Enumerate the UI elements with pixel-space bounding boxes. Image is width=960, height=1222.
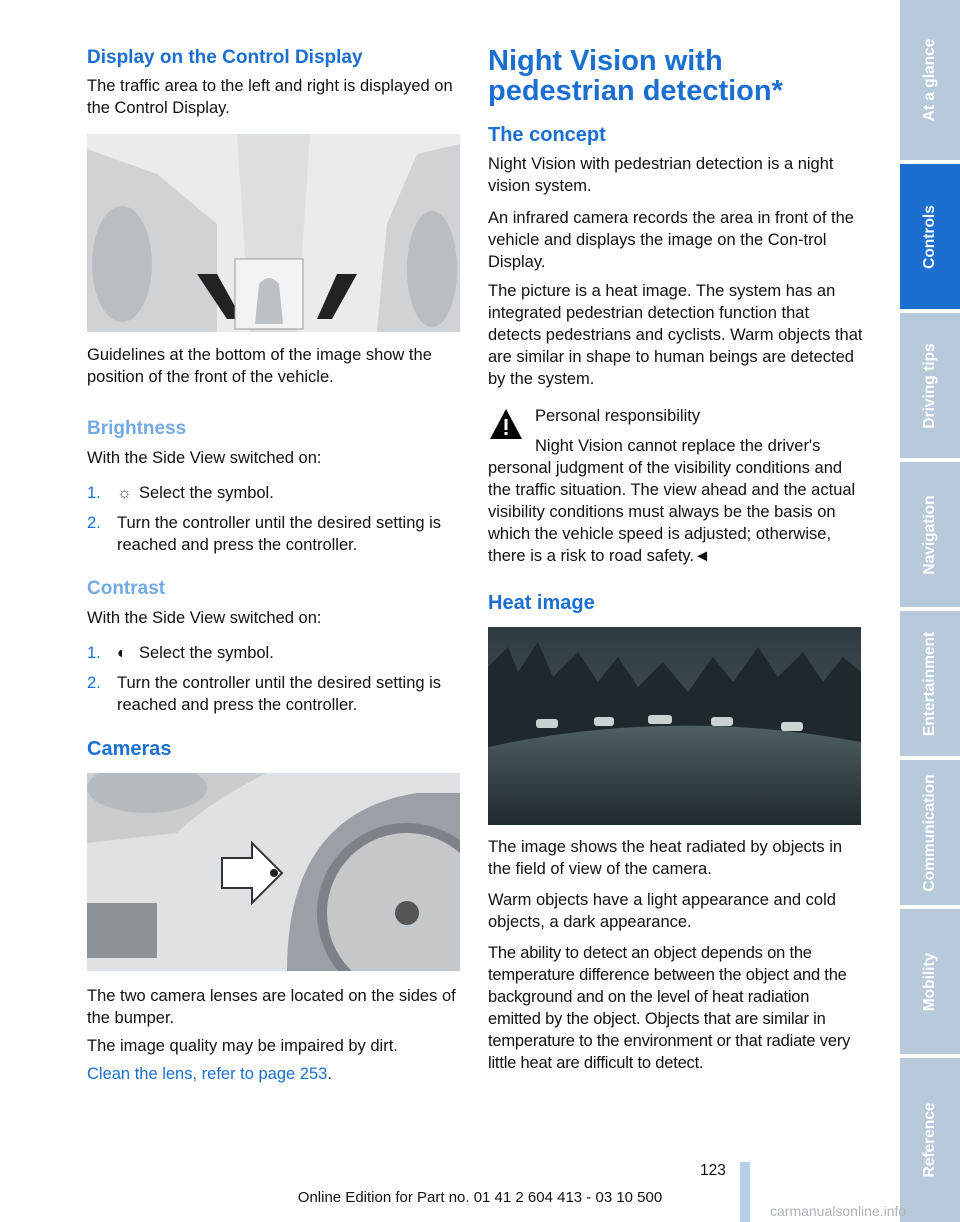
concept-heading: The concept — [488, 124, 606, 146]
step-text: ◐ Select the symbol. — [117, 644, 274, 662]
tab-at-a-glance[interactable]: At a glance — [900, 0, 960, 160]
clean-lens-link[interactable]: Clean the lens, refer to page 253 — [87, 1065, 328, 1083]
step-text: Turn the controller until the desired setting is reached and press the controller. — [117, 674, 442, 714]
tab-controls[interactable]: Controls — [900, 164, 960, 309]
heat-paragraph-3: The ability to detect an object depends on the temperature difference between the object and the background and on the level of heat radiation emitted by the object. Objects that are similar in temperature to the environment or that radiate very little heat are difficult to detect. — [488, 944, 851, 1072]
side-view-illustration — [87, 134, 460, 332]
heat-paragraph-1: The image shows the heat radiated by objects in the field of view of the camera. — [488, 838, 843, 878]
night-vision-title: Night Vision with pedestrian detection* — [488, 45, 783, 107]
camera-illustration — [87, 773, 460, 971]
display-text: The traffic area to the left and right is displayed on the Control Display. — [87, 77, 453, 117]
step-number: 1. — [87, 484, 101, 502]
tab-mobility[interactable]: Mobility — [900, 909, 960, 1054]
step-number: 2. — [87, 674, 101, 692]
contrast-intro: With the Side View switched on: — [87, 609, 322, 627]
concept-paragraph-3: The picture is a heat image. The system has an integrated pedestrian detection function that detects pedestrians and cyclists. Warm objects that are similar in shape to human beings are detected by the system. — [488, 282, 863, 388]
heat-paragraph-2: Warm objects have a light appearance and cold objects, a dark appearance. — [488, 891, 836, 931]
contrast-icon: ◐ — [117, 644, 127, 662]
tab-navigation[interactable]: Navigation — [900, 462, 960, 607]
step-text: ☼ Select the symbol. — [117, 484, 274, 502]
step-number: 2. — [87, 514, 101, 532]
page-number: 123 — [700, 1162, 726, 1179]
warning-text: Night Vision cannot replace the driver's personal judgment of the visibility conditions and the traffic situation. The view ahead and the actual visibility conditions must always be the basis on which the vehicle speed is adjusted; otherwise, there is a risk to road safety.◄ — [488, 437, 856, 565]
tab-communication[interactable]: Communication — [900, 760, 960, 905]
concept-paragraph-2: An infrared camera records the area in front of the vehicle and displays the image on the Con-trol Display. — [488, 209, 854, 271]
guidelines-text: Guidelines at the bottom of the image show the position of the front of the vehicle. — [87, 346, 432, 386]
cameras-text-2: The image quality may be impaired by dirt. — [87, 1037, 398, 1055]
tab-entertainment[interactable]: Entertainment — [900, 611, 960, 756]
sun-icon: ☼ — [117, 484, 133, 502]
tab-reference[interactable]: Reference — [900, 1058, 960, 1222]
step-number: 1. — [87, 644, 101, 662]
footer-edition: Online Edition for Part no. 01 41 2 604 413 - 03 10 500 — [297, 1189, 663, 1206]
heat-image-illustration — [488, 627, 861, 825]
watermark: carmanualsonline.info — [770, 1203, 907, 1219]
warning-title: Personal responsibility — [535, 407, 701, 425]
tab-driving-tips[interactable]: Driving tips — [900, 313, 960, 458]
display-heading: Display on the Control Display — [87, 47, 363, 68]
brightness-intro: With the Side View switched on: — [87, 449, 322, 467]
cameras-text-1: The two camera lenses are located on the sides of the bumper. — [87, 987, 456, 1027]
clean-lens-paragraph: Clean the lens, refer to page 253. — [87, 1065, 332, 1083]
brightness-heading: Brightness — [87, 418, 187, 439]
concept-paragraph-1: Night Vision with pedestrian detection is a night vision system. — [488, 155, 834, 195]
step-text: Turn the controller until the desired setting is reached and press the controller. — [117, 514, 442, 554]
cameras-heading: Cameras — [87, 738, 172, 760]
heat-image-heading: Heat image — [488, 592, 595, 614]
contrast-heading: Contrast — [87, 578, 166, 599]
